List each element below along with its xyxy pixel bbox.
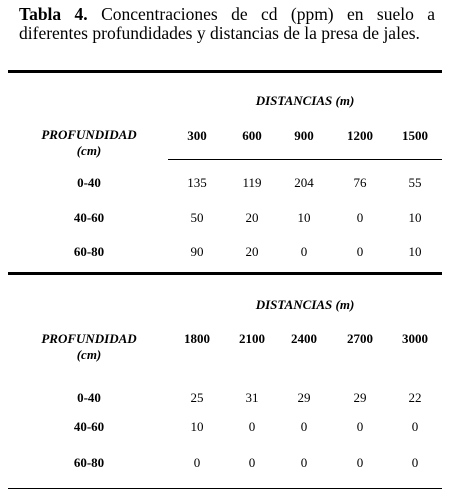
row-label: 40-60 <box>73 419 105 434</box>
table-cell: 0 <box>356 455 364 470</box>
distances-header-1: DISTANCIAS (m) <box>255 93 355 108</box>
table-cell: 29 <box>297 390 311 405</box>
table-cell: 0 <box>411 455 419 470</box>
table-cell: 10 <box>408 244 422 259</box>
distances-header-2: DISTANCIAS (m) <box>255 297 355 312</box>
table-cell: 76 <box>353 175 367 190</box>
depth-header-2: PROFUNDIDAD <box>41 331 137 346</box>
table-cell: 31 <box>245 390 259 405</box>
table-cell: 0 <box>411 419 419 434</box>
depth-header-1: PROFUNDIDAD <box>41 127 137 142</box>
table-cell: 0 <box>300 244 308 259</box>
table-cell: 0 <box>356 244 364 259</box>
header-rule-1 <box>168 159 442 160</box>
col-header: 300 <box>187 128 207 143</box>
middle-rule <box>8 272 442 275</box>
row-label: 0-40 <box>77 390 101 405</box>
caption-label: Tabla 4. <box>19 4 88 24</box>
col-header: 1500 <box>402 128 428 143</box>
table-cell: 135 <box>187 175 207 190</box>
table-caption <box>19 5 435 43</box>
table-cell: 29 <box>353 390 367 405</box>
table-cell: 20 <box>245 210 259 225</box>
table-cell: 0 <box>356 419 364 434</box>
table-cell: 0 <box>300 419 308 434</box>
table-cell: 0 <box>356 210 364 225</box>
row-label: 60-80 <box>73 244 105 259</box>
table-cell: 119 <box>242 175 262 190</box>
table-cell: 0 <box>193 455 201 470</box>
table-cell: 90 <box>190 244 204 259</box>
table-cell: 10 <box>297 210 311 225</box>
table-cell: 55 <box>408 175 422 190</box>
col-header: 600 <box>242 128 262 143</box>
col-header: 2700 <box>347 331 373 346</box>
row-label: 0-40 <box>77 175 101 190</box>
table-cell: 204 <box>294 175 314 190</box>
table-cell: 22 <box>408 390 422 405</box>
table-cell: 10 <box>408 210 422 225</box>
depth-unit-1: (cm) <box>76 143 102 158</box>
table-cell: 50 <box>190 210 204 225</box>
table-cell: 0 <box>300 455 308 470</box>
col-header: 900 <box>294 128 314 143</box>
bottom-rule <box>8 488 442 489</box>
col-header: 3000 <box>402 331 428 346</box>
col-header: 2100 <box>239 331 265 346</box>
col-header: 1800 <box>184 331 210 346</box>
depth-unit-2: (cm) <box>76 347 102 362</box>
table-cell: 20 <box>245 244 259 259</box>
table-cell: 0 <box>248 455 256 470</box>
table-cell: 10 <box>190 419 204 434</box>
caption-text: Concentraciones de cd (ppm) en suelo a diferentes profundidades y distancias de la presa de jales. <box>19 4 435 43</box>
table-cell: 0 <box>248 419 256 434</box>
row-label: 40-60 <box>73 210 105 225</box>
col-header: 2400 <box>291 331 317 346</box>
row-label: 60-80 <box>73 455 105 470</box>
table-cell: 25 <box>190 390 204 405</box>
col-header: 1200 <box>347 128 373 143</box>
top-rule <box>8 70 442 73</box>
